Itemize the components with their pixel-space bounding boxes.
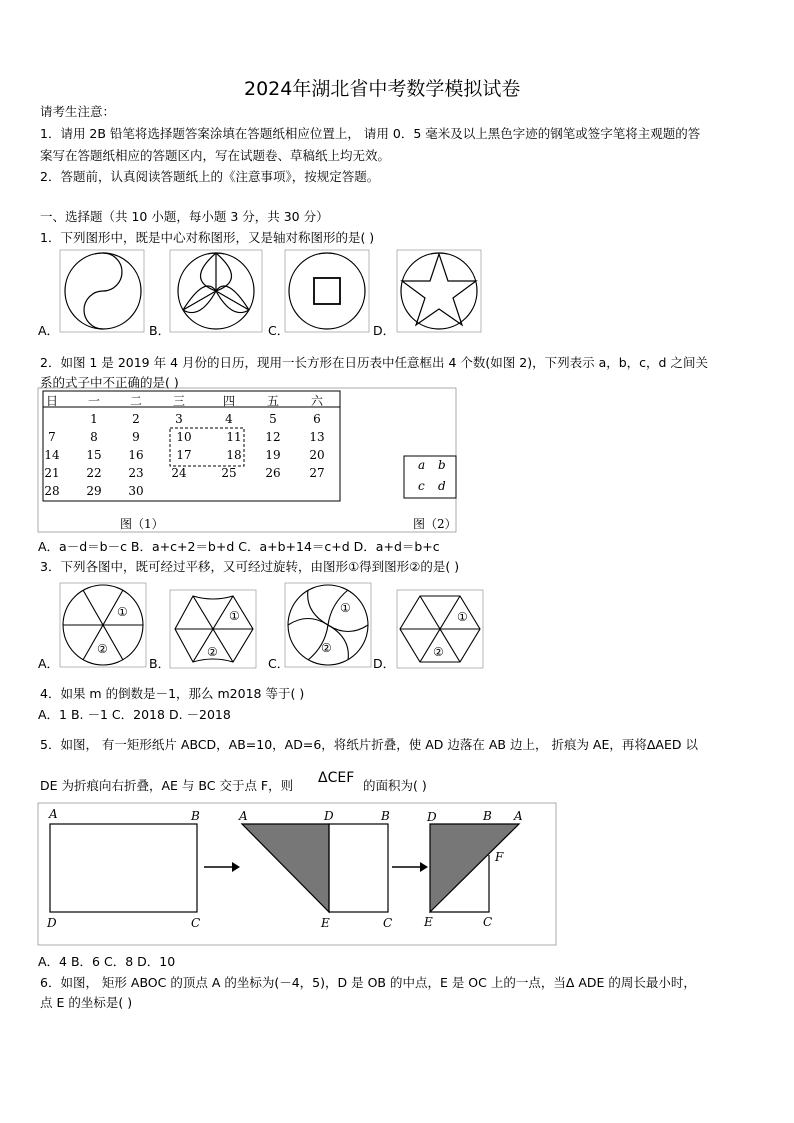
q5-pt-a1: A — [49, 807, 58, 821]
q3-a-mark-2: ② — [97, 642, 108, 656]
q1-stem: 1．下列图形中，既是中心对称图形，又是轴对称图形的是( ) — [40, 230, 375, 245]
q5-tri-name: CEF — [327, 770, 355, 786]
cal-day: 9 — [132, 430, 140, 444]
q5-pt-c1: C — [191, 916, 201, 930]
page-title: 2024年湖北省中考数学模拟试卷 — [244, 78, 521, 100]
q3-d-mark-2: ② — [433, 645, 444, 659]
cal-day: 1 — [90, 412, 98, 426]
cal-weekday: 四 — [222, 394, 235, 408]
q5-stem-b-1: DE 为折痕向右折叠，AE 与 BC 交于点 F，则 — [40, 778, 294, 793]
cal-day: 30 — [128, 484, 144, 498]
cal-weekday: 五 — [266, 394, 279, 408]
q4-stem: 4．如果 m 的倒数是－1，那么 m2018 等于( ) — [40, 686, 305, 701]
q3-c-mark-1: ① — [340, 601, 351, 615]
q5-options: A．4 B．6 C．8 D．10 — [38, 954, 176, 969]
cal-day: 29 — [86, 484, 102, 498]
q1-label-b: B． — [149, 323, 171, 338]
q3-stem: 3．下列各图中，既可经过平移，又可经过旋转，由图形①得到图形②的是( ) — [40, 559, 460, 574]
q3-b-mark-1: ① — [229, 609, 240, 623]
cal-day: 12 — [265, 430, 281, 444]
q5-pt-a3: A — [514, 809, 523, 823]
notice-line-2: 2．答题前，认真阅读答题纸上的《注意事项》，按规定答题。 — [40, 169, 380, 184]
q4-options: A．1 B. －1 C．2018 D. －2018 — [38, 707, 231, 722]
notice-line-1b: 案写在答题纸相应的答题区内，写在试题卷、草稿纸上均无效。 — [40, 148, 391, 163]
q2-fig1-caption: 图（1） — [120, 517, 164, 531]
q2-fig2-caption: 图（2） — [413, 517, 457, 531]
q6-stem-b: 点 E 的坐标是( ) — [40, 995, 133, 1010]
q5-pt-d1: D — [47, 916, 57, 930]
cal-day: 24 — [171, 466, 187, 480]
q2-stem-a: 2．如图 1 是 2019 年 4 月份的日历，现用一长方形在日历表中任意框出 4 个数(如图 2)，下列表示 a，b，c，d 之间关 — [40, 355, 708, 370]
cal-day: 4 — [225, 412, 233, 426]
q5-pt-b1: B — [191, 809, 200, 823]
q5-tri-symbol: Δ — [318, 770, 328, 786]
q5-pt-b2: B — [381, 809, 390, 823]
cal-day: 11 — [226, 430, 242, 444]
q3-a-mark-1: ① — [117, 605, 128, 619]
cal-day: 6 — [313, 412, 321, 426]
cal-day: 25 — [221, 466, 237, 480]
notice-line-1a: 1．请用 2B 铅笔将选择题答案涂填在答题纸相应位置上， 请用 0．5 毫米及以上黑色字迹的钢笔或签字笔将主观题的答 — [40, 126, 701, 141]
cal-day: 18 — [226, 448, 242, 462]
cal-day: 7 — [48, 430, 56, 444]
q5-pt-e2: E — [321, 916, 330, 930]
cal-day: 28 — [44, 484, 60, 498]
q3-label-d: D． — [373, 656, 396, 671]
q1-label-d: D． — [373, 323, 396, 338]
cal-day: 27 — [309, 466, 325, 480]
q5-stem-a: 5．如图， 有一矩形纸片 ABCD，AB=10，AD=6，将纸片折叠，使 AD 边落在 AB 边上， 折痕为 AE，再将ΔAED 以 — [40, 737, 698, 752]
q5-pt-d2: D — [324, 809, 334, 823]
cal-day: 22 — [86, 466, 102, 480]
cal-day: 2 — [132, 412, 140, 426]
q3-b-mark-2: ② — [207, 645, 218, 659]
cal-weekday: 三 — [172, 394, 185, 408]
q3-d-mark-1: ① — [457, 610, 468, 624]
q3-label-b: B． — [149, 656, 171, 671]
q6-stem-a: 6．如图， 矩形 ABOC 的顶点 A 的坐标为(－4，5)，D 是 OB 的中点，E 是 OC 上的一点，当Δ ADE 的周长最小时， — [40, 975, 696, 990]
q1-label-c: C． — [268, 323, 290, 338]
cal-day: 14 — [44, 448, 60, 462]
q5-pt-a2: A — [239, 809, 248, 823]
cal-day: 20 — [309, 448, 325, 462]
cal-day: 3 — [175, 412, 183, 426]
q2-box-b: b — [438, 458, 446, 472]
q2-options: A．a－d＝b－c B．a+c+2＝b+d C．a+b+14＝c+d D．a+d＝b+c — [38, 539, 440, 554]
cal-weekday: 日 — [45, 394, 58, 408]
cal-day: 10 — [176, 430, 192, 444]
q1-label-a: A． — [38, 323, 60, 338]
q3-c-mark-2: ② — [321, 641, 332, 655]
cal-day: 8 — [90, 430, 98, 444]
q5-pt-c2: C — [383, 916, 393, 930]
cal-day: 17 — [176, 448, 192, 462]
q2-stem-b: 系的式子中不正确的是( ) — [40, 375, 179, 390]
cal-day: 26 — [265, 466, 281, 480]
cal-weekday: 二 — [129, 394, 142, 408]
q5-pt-d3: D — [427, 810, 437, 824]
cal-day: 21 — [44, 466, 60, 480]
cal-day: 19 — [265, 448, 281, 462]
q5-pt-c3: C — [483, 915, 493, 929]
cal-day: 23 — [128, 466, 144, 480]
q3-label-a: A． — [38, 656, 60, 671]
q5-pt-f3: F — [495, 850, 504, 864]
cal-weekday: 一 — [87, 394, 100, 408]
cal-day: 13 — [309, 430, 325, 444]
q2-box-d: d — [438, 479, 446, 493]
q2-box-a: a — [418, 458, 426, 472]
notice-heading: 请考生注意： — [40, 104, 116, 119]
q5-pt-b3: B — [483, 809, 492, 823]
q5-pt-e3: E — [424, 915, 433, 929]
cal-weekday: 六 — [310, 394, 323, 408]
cal-day: 15 — [86, 448, 102, 462]
q3-label-c: C． — [268, 656, 290, 671]
q5-stem-b-2: 的面积为( ) — [363, 778, 427, 793]
section-heading: 一、选择题（共 10 小题，每小题 3 分，共 30 分） — [40, 209, 329, 224]
cal-day: 16 — [128, 448, 144, 462]
cal-day: 5 — [269, 412, 277, 426]
q2-box-c: c — [418, 479, 425, 493]
